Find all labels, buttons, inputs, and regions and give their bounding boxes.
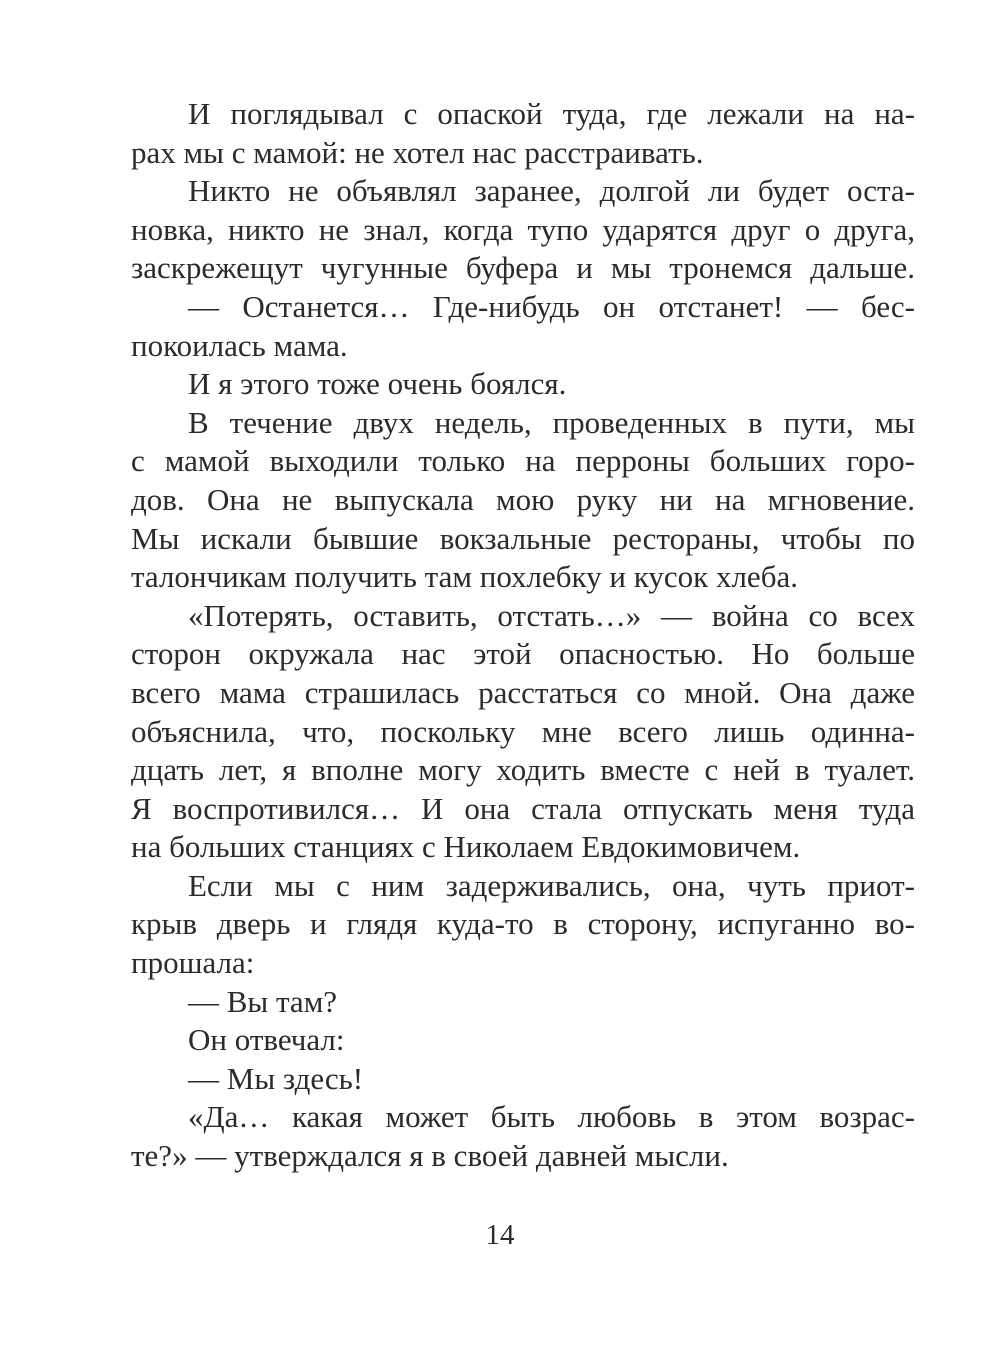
- text-line: прошала:: [131, 945, 255, 981]
- text-line: всего мама страшилась расстаться со мной. Она даже: [131, 674, 915, 710]
- text-line: В течение двух недель, проведенных в пути, мы: [188, 404, 915, 440]
- text-line: те?» — утверждался я в своей давней мысли.: [131, 1138, 729, 1174]
- text-line: дов. Она не выпускала мою руку ни на мгновение.: [131, 481, 915, 517]
- text-line: «Потерять, оставить, отстать…» — война со всех: [188, 597, 915, 633]
- text-line: Он отвечал:: [188, 1022, 345, 1058]
- text-line: — Вы там?: [188, 983, 338, 1019]
- text-line: крыв дверь и глядя куда-то в сторону, испуганно во-: [131, 906, 915, 942]
- text-line: Мы искали бывшие вокзальные рестораны, чтобы по: [131, 520, 915, 556]
- text-line: на больших станциях с Николаем Евдокимовичем.: [131, 829, 801, 865]
- text-line: рах мы с мамой: не хотел нас расстраивать.: [131, 134, 704, 170]
- text-line: с мамой выходили только на перроны больших горо-: [131, 443, 915, 479]
- text-line: талончикам получить там похлебку и кусок хлеба.: [131, 559, 798, 595]
- text-line: Я воспротивился… И она стала отпускать меня туда: [131, 790, 915, 826]
- text-line: «Да… какая может быть любовь в этом возрас-: [188, 1099, 915, 1135]
- text-line: покоилась мама.: [131, 327, 348, 363]
- text-line: заскрежещут чугунные буфера и мы тронемся дальше.: [131, 250, 915, 286]
- text-line: дцать лет, я вполне могу ходить вместе с ней в туалет.: [131, 752, 915, 788]
- page-number: 14: [485, 1219, 515, 1251]
- text-line: объяснила, что, поскольку мне всего лишь одинна-: [131, 713, 915, 749]
- text-line: — Мы здесь!: [188, 1060, 364, 1096]
- text-line: И я этого тоже очень боялся.: [188, 366, 567, 402]
- text-line: Если мы с ним задерживались, она, чуть приот-: [188, 867, 915, 903]
- text-line: новка, никто не знал, когда тупо ударятся друг о друга,: [131, 211, 915, 247]
- text-line: — Останется… Где-нибудь он отстанет! — бес-: [188, 288, 915, 324]
- text-line: сторон окружала нас этой опасностью. Но больше: [131, 636, 915, 672]
- text-line: И поглядывал с опаской туда, где лежали на на-: [188, 96, 915, 131]
- text-line: Никто не объявлял заранее, долгой ли будет оста-: [188, 173, 915, 209]
- body-text: [131, 95, 915, 1176]
